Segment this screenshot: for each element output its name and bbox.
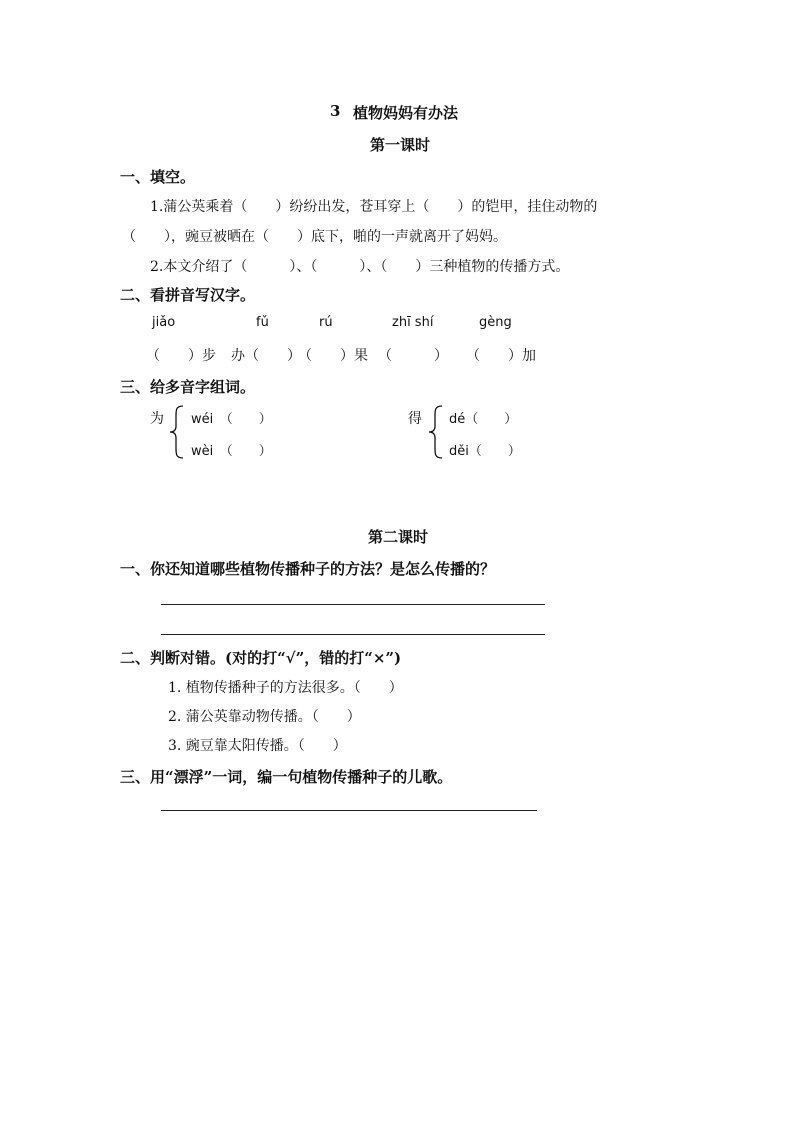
brace-icon bbox=[167, 404, 187, 460]
char-blank-3: （ ）果 bbox=[298, 348, 368, 364]
p1-q1-line3: 2.本文介绍了（ ）、（ ）、（ ）三种植物的传播方式。 bbox=[150, 259, 570, 275]
p1-q3-title: 三、给多音字组词。 bbox=[120, 378, 256, 396]
p1-q1-title: 一、填空。 bbox=[120, 168, 196, 186]
pinyin-4: zhī shí bbox=[392, 315, 434, 330]
polyphone-char-de: 得 bbox=[408, 411, 422, 427]
reading-dei3: děi（ ） bbox=[449, 444, 521, 459]
p2-q3-title: 三、用“漂浮”一词，编一句植物传播种子的儿歌。 bbox=[120, 768, 453, 786]
reading-de2: dé（ ） bbox=[449, 412, 518, 427]
answer-line[interactable] bbox=[161, 604, 545, 605]
p1-q1-line2: （ ），豌豆被晒在（ ）底下，啪的一声就离开了妈妈。 bbox=[122, 229, 507, 245]
pinyin-5: gèng bbox=[479, 315, 512, 330]
lesson-number: 3 bbox=[330, 102, 341, 120]
char-blank-5: （ ）加 bbox=[466, 348, 536, 364]
polyphone-char-wei: 为 bbox=[150, 411, 164, 427]
answer-line[interactable] bbox=[161, 634, 545, 635]
period-one-heading: 第一课时 bbox=[370, 136, 431, 154]
p1-q2-title: 二、看拼音写汉字。 bbox=[120, 286, 256, 304]
p2-q1-title: 一、你还知道哪些植物传播种子的方法？是怎么传播的？ bbox=[120, 560, 496, 578]
pinyin-2: fǔ bbox=[256, 315, 269, 330]
pinyin-3: rú bbox=[319, 315, 333, 330]
lesson-title: 植物妈妈有办法 bbox=[353, 104, 459, 122]
pinyin-1: jiǎo bbox=[152, 315, 176, 330]
judge-item-3: 3. 豌豆靠太阳传播。（ ） bbox=[168, 738, 347, 754]
answer-line[interactable] bbox=[161, 810, 537, 811]
period-two-heading: 第二课时 bbox=[368, 528, 429, 546]
char-blank-2: 办（ ） bbox=[231, 348, 301, 364]
char-blank-4: （ ） bbox=[378, 348, 448, 364]
p1-q1-line1: 1.蒲公英乘着（ ）纷纷出发，苍耳穿上（ ）的铠甲，挂住动物的 bbox=[150, 199, 598, 215]
char-blank-1: （ ）步 bbox=[146, 348, 216, 364]
judge-item-1: 1. 植物传播种子的方法很多。（ ） bbox=[168, 680, 403, 696]
judge-item-2: 2. 蒲公英靠动物传播。（ ） bbox=[168, 709, 361, 725]
brace-icon bbox=[426, 404, 446, 460]
p2-q2-title: 二、判断对错。(对的打“√”，错的打“×”) bbox=[120, 649, 402, 667]
reading-wei2: wéi （ ） bbox=[191, 412, 272, 427]
reading-wei4: wèi （ ） bbox=[191, 444, 272, 459]
